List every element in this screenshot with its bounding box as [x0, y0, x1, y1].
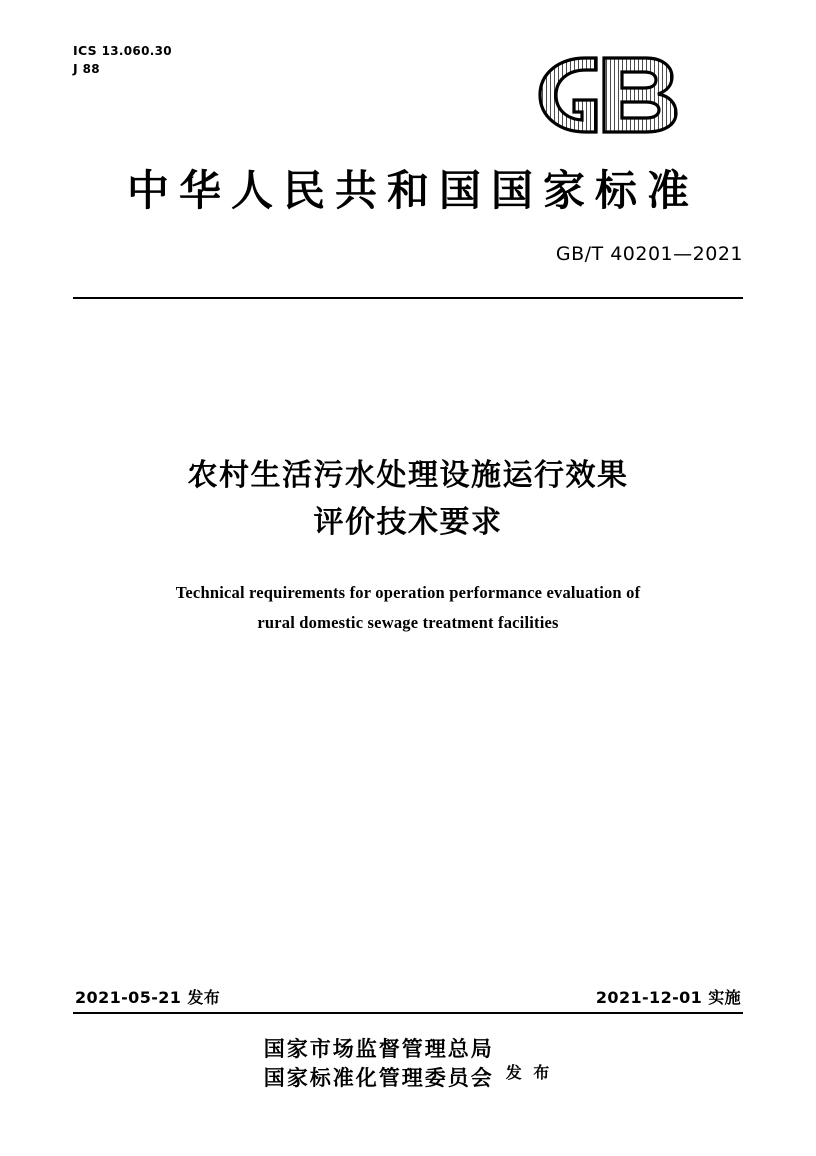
publisher-names [264, 1035, 494, 1093]
publisher-name-1: 国家市场监督管理总局 [263, 1037, 494, 1061]
implementation-date: 2021-12-01 实施 [595, 988, 741, 1007]
publisher-name-2: 国家标准化管理委员会 [263, 1066, 494, 1090]
document-title-line1: 农村生活污水处理设施运行效果 [187, 458, 629, 493]
ccs-value: 88 [82, 62, 100, 76]
document-title-en-line1: Technical requirements for operation performance evaluation of [175, 583, 641, 602]
publisher-block [73, 1035, 743, 1093]
ccs-line [73, 60, 172, 78]
page-title: 中华人民共和国国家标准 [126, 166, 699, 215]
issue-date: 2021-05-21 发布 [75, 988, 221, 1007]
standard-number: GB/T 40201—2021 [555, 243, 743, 265]
document-title-english [73, 578, 743, 638]
ics-label: ICS [73, 43, 97, 58]
ics-line [73, 42, 172, 60]
document-title-line2: 评价技术要求 [313, 505, 503, 540]
ics-value: 13.060.30 [101, 44, 172, 58]
ccs-label: J [73, 61, 78, 76]
divider-top [73, 297, 743, 299]
document-title-en-line2: rural domestic sewage treatment facilities [257, 613, 559, 632]
gb-logo-icon [530, 52, 700, 138]
document-title [73, 452, 743, 546]
publisher-verb: 发 布 [505, 1062, 553, 1082]
ics-classification-block [73, 42, 172, 78]
divider-bottom [73, 1012, 743, 1014]
